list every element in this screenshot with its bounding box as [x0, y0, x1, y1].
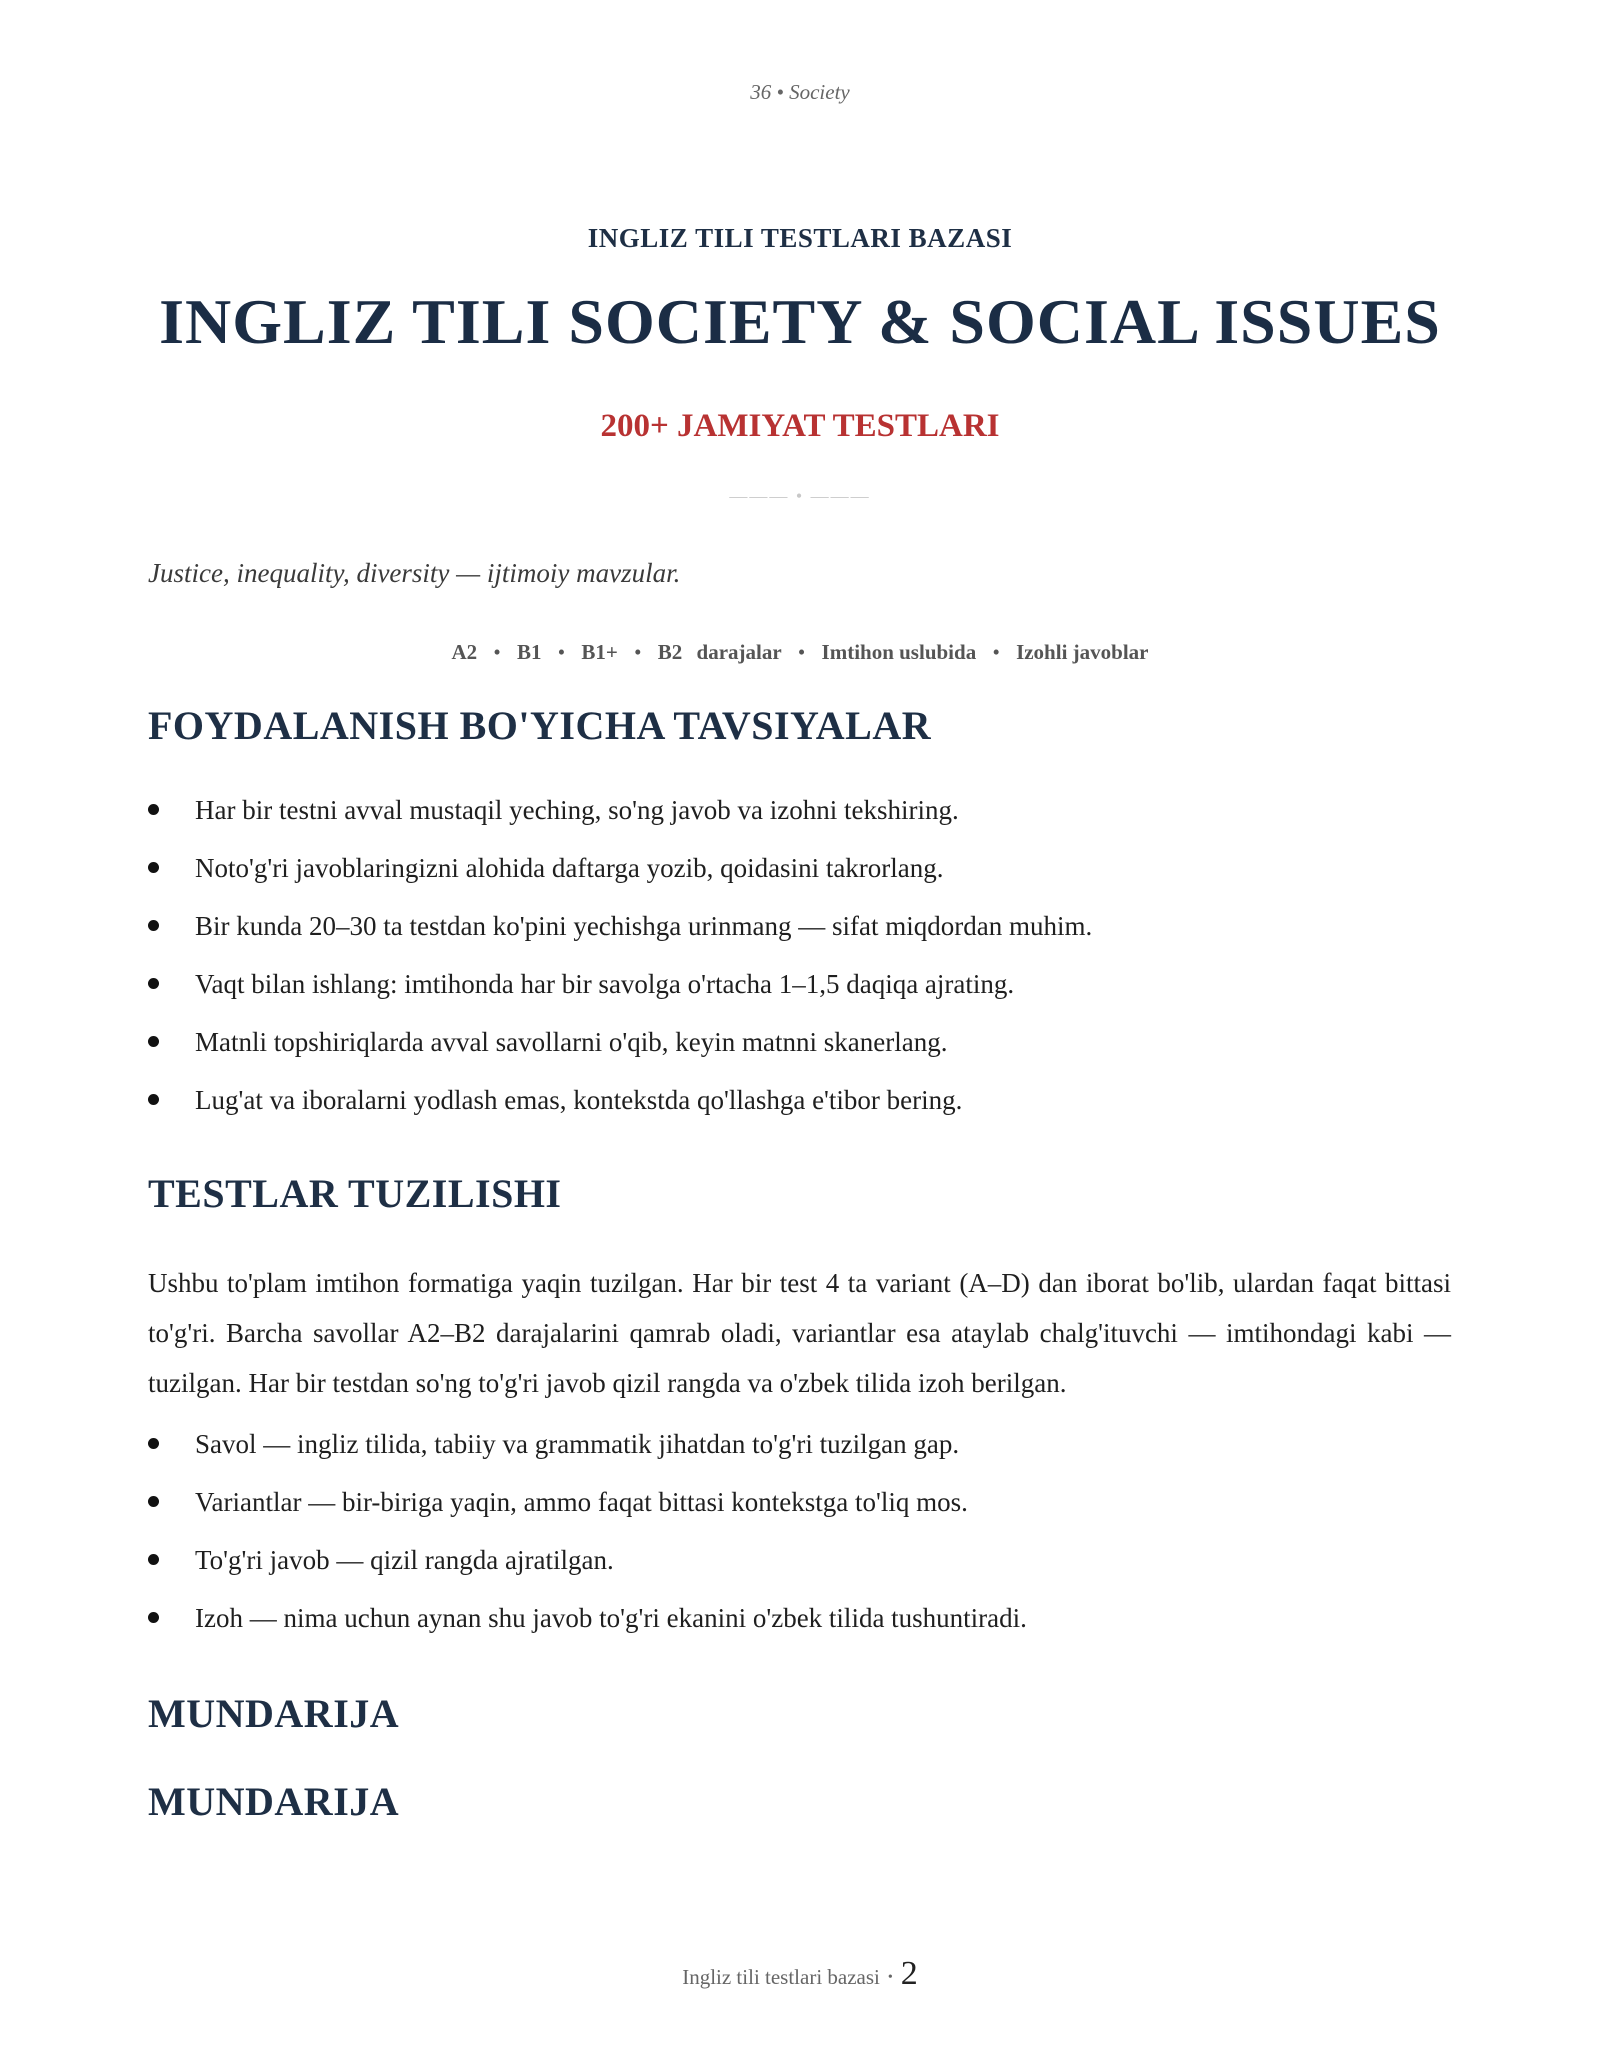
bullet-icon — [148, 862, 159, 873]
list-item: Vaqt bilan ishlang: imtihonda har bir savolga o'rtacha 1–1,5 daqiqa ajrating. — [148, 967, 1458, 1025]
level-b1: B1 — [517, 640, 542, 664]
bullet-icon — [148, 1554, 159, 1565]
list-item: To'g'ri javob — qizil rangda ajratilgan. — [148, 1543, 1458, 1601]
level-separator: • — [557, 640, 566, 664]
footer-text: Ingliz tili testlari bazasi — [682, 1965, 880, 1989]
section-heading-contents: MUNDARIJA — [148, 1691, 400, 1736]
kicker-title: INGLIZ TILI TESTLARI BAZASI — [587, 223, 1013, 253]
bullet-icon — [148, 978, 159, 989]
section-heading-contents-repeat: MUNDARIJA — [148, 1779, 400, 1824]
level-separator: • — [634, 640, 642, 664]
list-item: Izoh — nima uchun aynan shu javob to'g'ri ekanini o'zbek tilida tushuntiradi. — [148, 1601, 1458, 1659]
answers-label: Izohli javoblar — [1016, 640, 1149, 664]
level-separator: • — [992, 640, 1000, 664]
bullet-icon — [148, 1496, 159, 1507]
bullet-icon — [148, 1438, 159, 1449]
format-label: Imtihon uslubida — [821, 640, 977, 664]
page-number: 2 — [900, 1955, 918, 1992]
bullet-icon — [148, 804, 159, 815]
bullet-icon — [148, 1612, 159, 1623]
list-item: Matnli topshiriqlarda avval savollarni o'qib, keyin matnni skanerlang. — [148, 1025, 1458, 1083]
page-subtitle: 200+ JAMIYAT TESTLARI — [600, 408, 1000, 444]
list-item: Har bir testni avval mustaqil yeching, so'ng javob va izohni tekshiring. — [148, 793, 1458, 851]
list-item: Lug'at va iboralarni yodlash emas, kontekstda qo'llashga e'tibor bering. — [148, 1083, 1458, 1141]
level-b1-plus: B1+ — [581, 640, 618, 664]
tips-list — [148, 793, 1458, 1141]
structure-paragraph: Ushbu to'plam imtihon formatiga yaqin tuzilgan. Har bir test 4 ta variant (A–D) dan iborat bo'lib, ulardan faqat bittasi to'g'ri. Barcha savollar A2–B2 darajalarini qamrab oladi, variantlar esa ataylab chalg'ituvchi — imtihondagi kabi — tuzilgan. Har bir testdan so'ng to'g'ri javob qizil rangda va o'zbek tilida izoh berilgan. — [148, 1268, 1451, 1398]
levels-suffix: darajalar — [696, 640, 782, 664]
bullet-icon — [148, 920, 159, 931]
bullet-icon — [148, 1036, 159, 1047]
bullet-icon — [148, 1094, 159, 1105]
page-footer — [0, 1955, 1600, 1993]
list-item: Noto'g'ri javoblaringizni alohida daftarga yozib, qoidasini takrorlang. — [148, 851, 1458, 909]
list-item: Bir kunda 20–30 ta testdan ko'pini yechishga urinmang — sifat miqdordan muhim. — [148, 909, 1458, 967]
structure-list — [148, 1427, 1458, 1659]
list-item: Savol — ingliz tilida, tabiiy va grammatik jihatdan to'g'ri tuzilgan gap. — [148, 1427, 1458, 1485]
levels-line — [0, 640, 1600, 665]
page-title: INGLIZ TILI SOCIETY & SOCIAL ISSUES — [159, 286, 1441, 357]
footer-separator: • — [887, 1970, 893, 1985]
section-heading-tips: FOYDALANISH BO'YICHA TAVSIYALAR — [148, 703, 932, 748]
section-heading-structure: TESTLAR TUZILISHI — [148, 1171, 562, 1216]
level-separator: • — [493, 640, 501, 664]
running-head: 36 • Society — [750, 80, 850, 104]
level-separator: • — [797, 640, 806, 664]
ornament-divider: ——— • ——— — [729, 486, 871, 506]
list-item: Variantlar — bir-biriga yaqin, ammo faqat bittasi kontekstga to'liq mos. — [148, 1485, 1458, 1543]
level-b2: B2 — [657, 640, 683, 664]
lead-text: Justice, inequality, diversity — ijtimoiy mavzular. — [148, 558, 681, 588]
level-a2: A2 — [451, 640, 478, 664]
